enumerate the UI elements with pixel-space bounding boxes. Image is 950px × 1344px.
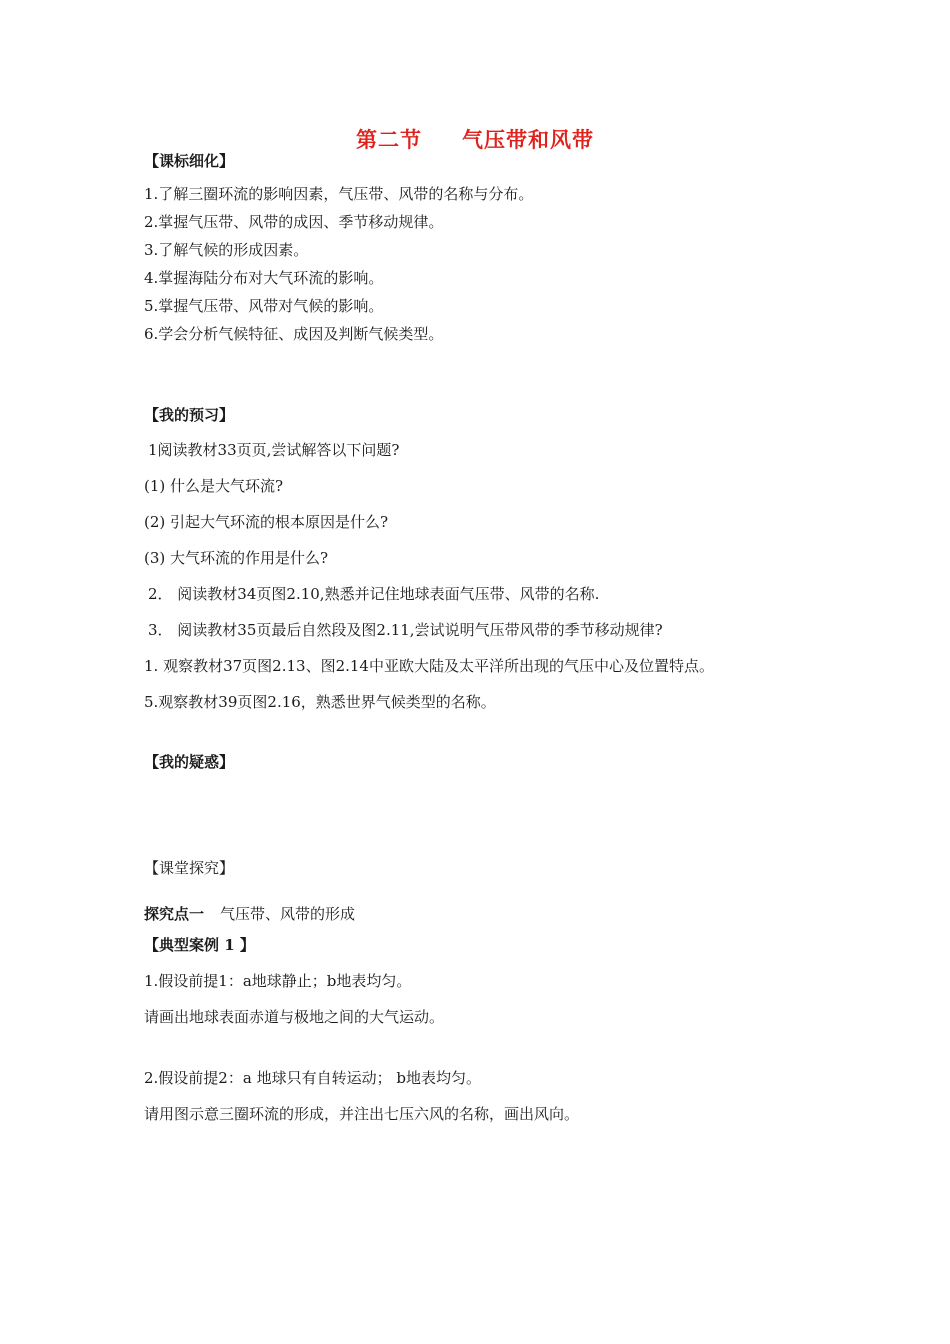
explore-point-label: 探究点一 (144, 905, 205, 923)
curriculum-item: 5.掌握气压带、风带对气候的影响。 (144, 297, 384, 315)
curriculum-item: 3.了解气候的形成因素。 (144, 241, 309, 259)
curriculum-item: 2.掌握气压带、风带的成因、季节移动规律。 (144, 213, 444, 231)
preview-item: 2． 阅读教材34页图2.10,熟悉并记住地球表面气压带、风带的名称. (148, 585, 600, 603)
preview-item: 3． 阅读教材35页最后自然段及图2.11,尝试说明气压带风带的季节移动规律? (148, 621, 663, 639)
case-line: 2.假设前提2：a 地球只有自转运动； b地表均匀。 (144, 1069, 481, 1087)
explore-point (144, 904, 355, 924)
curriculum-item: 4.掌握海陆分布对大气环流的影响。 (144, 269, 384, 287)
section-number: 第二节 (356, 127, 422, 152)
case-line: 请用图示意三圈环流的形成，并注出七压六风的名称，画出风向。 (144, 1105, 580, 1123)
curriculum-heading: 【课标细化】 (144, 152, 235, 170)
preview-item: (1) 什么是大气环流? (144, 477, 284, 495)
curriculum-item: 6.学会分析气候特征、成因及判断气候类型。 (144, 325, 444, 343)
curriculum-item: 1.了解三圈环流的影响因素，气压带、风带的名称与分布。 (144, 185, 534, 203)
preview-heading: 【我的预习】 (144, 406, 235, 424)
page-title (0, 124, 950, 154)
preview-item: 5.观察教材39页图2.16，熟悉世界气候类型的名称。 (144, 693, 496, 711)
preview-item: 1阅读教材33页页,尝试解答以下问题? (148, 441, 400, 459)
explore-point-text: 气压带、风带的形成 (220, 905, 356, 923)
preview-item: 1. 观察教材37页图2.13、图2.14中亚欧大陆及太平洋所出现的气压中心及位置特点。 (144, 657, 714, 675)
case-line: 请画出地球表面赤道与极地之间的大气运动。 (144, 1008, 445, 1026)
preview-item: (3) 大气环流的作用是什么? (144, 549, 329, 567)
case-heading: 【典型案例 1 】 (144, 936, 255, 954)
explore-heading: 【课堂探究】 (144, 859, 235, 877)
preview-item: (2) 引起大气环流的根本原因是什么? (144, 513, 389, 531)
section-title: 气压带和风带 (462, 127, 594, 152)
case-line: 1.假设前提1：a地球静止；b地表均匀。 (144, 972, 412, 990)
doubts-heading: 【我的疑惑】 (144, 753, 235, 771)
